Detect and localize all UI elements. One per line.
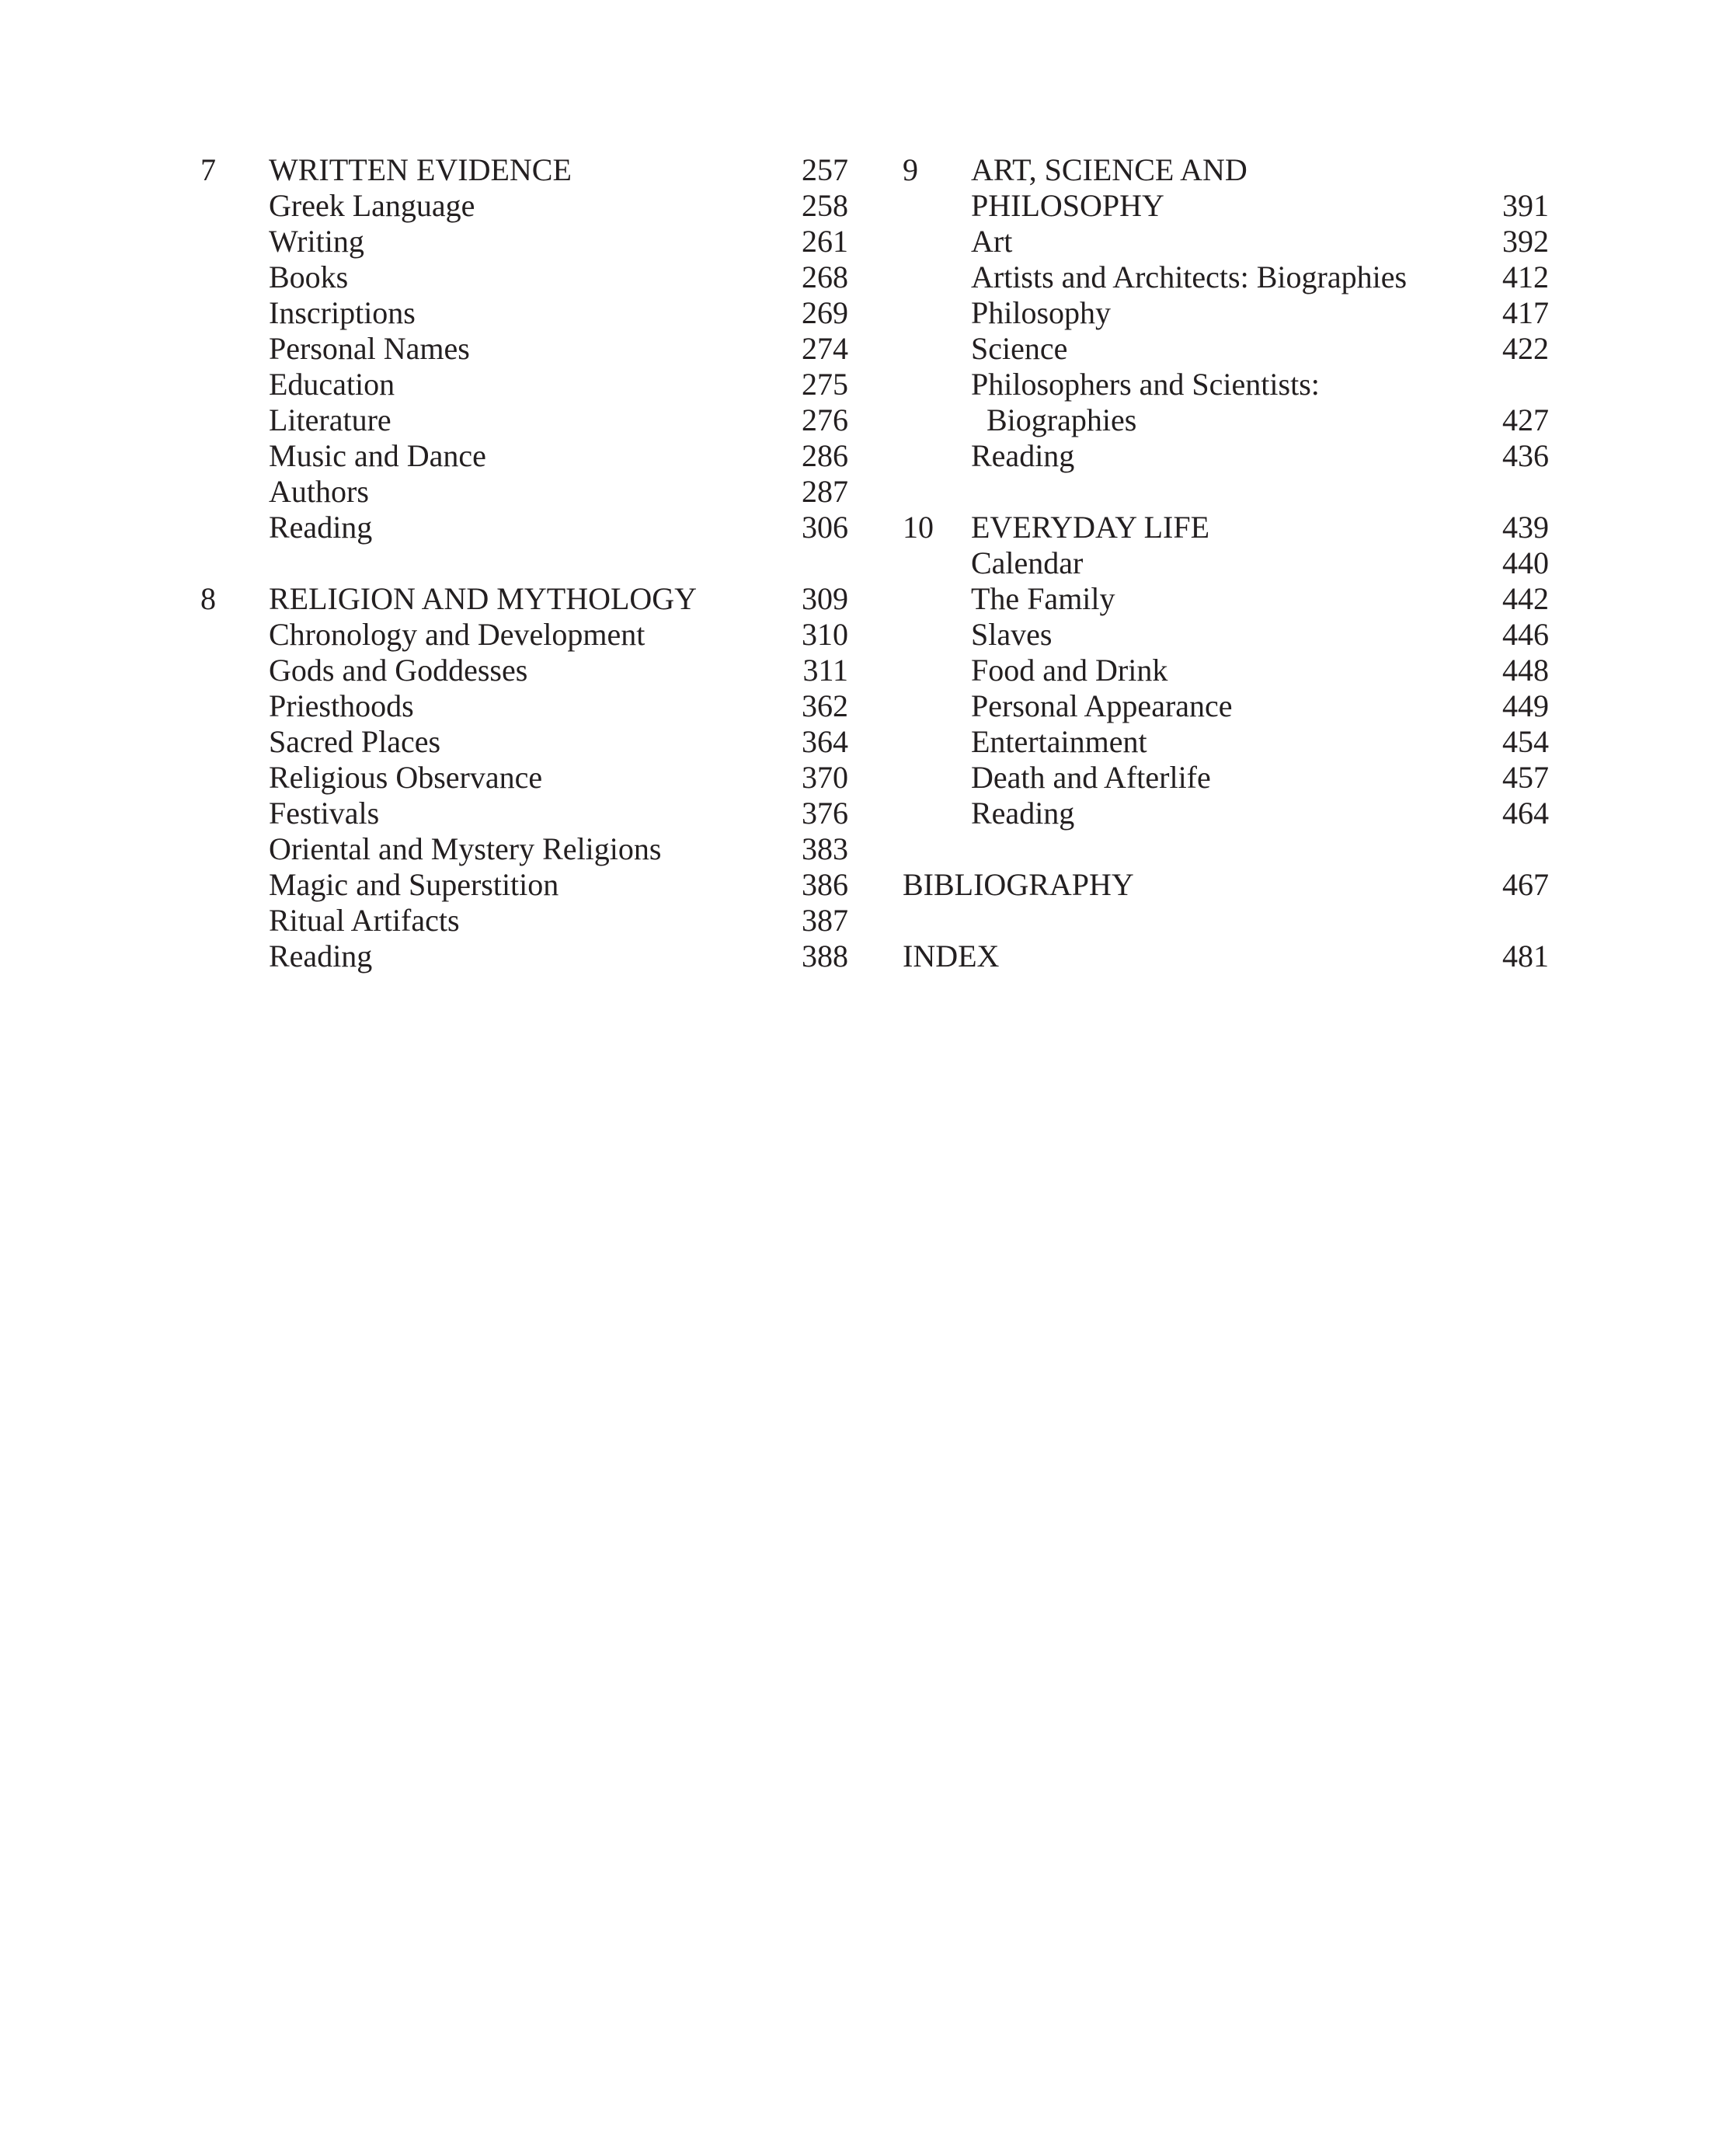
- entry-title: Philosophers and Scientists:: [971, 367, 1320, 402]
- page-number: 286: [802, 438, 848, 473]
- toc-right-column: [903, 152, 1549, 974]
- section-spacer: [903, 474, 1549, 510]
- toc-entry[interactable]: [903, 545, 1549, 581]
- chapter-title: ART, SCIENCE AND: [971, 152, 1247, 187]
- toc-entry[interactable]: [200, 188, 848, 224]
- entry-title: Greek Language: [269, 188, 475, 223]
- entry-title: Reading: [971, 438, 1075, 473]
- page-number: 440: [1502, 545, 1549, 580]
- page-number: 310: [802, 617, 848, 652]
- entry-title: Magic and Superstition: [269, 867, 559, 902]
- toc-entry[interactable]: [903, 224, 1549, 259]
- entry-title: Priesthoods: [269, 688, 414, 723]
- page-number: 364: [802, 724, 848, 759]
- entry-title: Biographies: [987, 402, 1137, 437]
- toc-entry[interactable]: [200, 724, 848, 760]
- page-number: 306: [802, 510, 848, 545]
- toc-entry[interactable]: [200, 688, 848, 724]
- entry-title: Music and Dance: [269, 438, 486, 473]
- toc-entry[interactable]: [200, 796, 848, 831]
- entry-title: Education: [269, 367, 395, 402]
- section-spacer: [903, 903, 1549, 939]
- section-spacer: [200, 545, 848, 581]
- toc-entry[interactable]: [903, 688, 1549, 724]
- entry-title: Books: [269, 259, 349, 294]
- page-number: 309: [802, 581, 848, 616]
- entry-title: Ritual Artifacts: [269, 903, 460, 938]
- toc-chapter-heading-continued[interactable]: [903, 188, 1549, 224]
- toc-entry[interactable]: [200, 224, 848, 259]
- page-number: 391: [1502, 188, 1549, 223]
- section-spacer: [903, 831, 1549, 867]
- chapter-number: 10: [903, 510, 934, 545]
- page-number: 449: [1502, 688, 1549, 723]
- toc-entry[interactable]: [200, 367, 848, 402]
- entry-title: Philosophy: [971, 295, 1112, 330]
- page-number: 436: [1502, 438, 1549, 473]
- page-number: 287: [802, 474, 848, 509]
- page-number: 370: [802, 760, 848, 795]
- toc-entry[interactable]: [200, 760, 848, 796]
- toc-entry-continued[interactable]: [903, 402, 1549, 438]
- toc-entry[interactable]: [200, 867, 848, 903]
- page-number: 388: [802, 939, 848, 974]
- entry-title: Death and Afterlife: [971, 760, 1211, 795]
- page-number: 261: [802, 224, 848, 259]
- toc-entry[interactable]: [200, 331, 848, 367]
- entry-title: Reading: [269, 939, 373, 974]
- page-number: 275: [802, 367, 848, 402]
- toc-entry[interactable]: [200, 653, 848, 688]
- page-number: 392: [1502, 224, 1549, 259]
- toc-entry[interactable]: [200, 259, 848, 295]
- entry-title: Personal Appearance: [971, 688, 1233, 723]
- toc-entry[interactable]: [903, 581, 1549, 617]
- toc-entry[interactable]: [200, 831, 848, 867]
- toc-entry[interactable]: [903, 617, 1549, 653]
- page-number: 269: [802, 295, 848, 330]
- toc-chapter-heading[interactable]: [903, 152, 1549, 188]
- page-number: 454: [1502, 724, 1549, 759]
- toc-entry[interactable]: [903, 724, 1549, 760]
- toc-entry[interactable]: [903, 438, 1549, 474]
- chapter-title: WRITTEN EVIDENCE: [269, 152, 572, 187]
- page-number: 362: [802, 688, 848, 723]
- entry-title: Authors: [269, 474, 369, 509]
- page-number: 481: [1502, 939, 1549, 974]
- chapter-number: 8: [200, 581, 216, 616]
- entry-title: Slaves: [971, 617, 1053, 652]
- entry-title: Festivals: [269, 796, 380, 831]
- toc-entry[interactable]: [200, 438, 848, 474]
- chapter-number: 7: [200, 152, 216, 187]
- page-number: 446: [1502, 617, 1549, 652]
- entry-title: Literature: [269, 402, 391, 437]
- toc-entry[interactable]: [903, 367, 1549, 402]
- toc-index[interactable]: [903, 939, 1549, 974]
- toc-chapter-heading[interactable]: [903, 510, 1549, 545]
- entry-title: Reading: [269, 510, 373, 545]
- page-number: 276: [802, 402, 848, 437]
- entry-title: Food and Drink: [971, 653, 1168, 688]
- page-number: 376: [802, 796, 848, 831]
- page-number: 422: [1502, 331, 1549, 366]
- toc-entry[interactable]: [903, 331, 1549, 367]
- page-number: 412: [1502, 259, 1549, 294]
- toc-entry[interactable]: [200, 510, 848, 545]
- chapter-number: 9: [903, 152, 918, 187]
- page-number: 439: [1502, 510, 1549, 545]
- page-number: 268: [802, 259, 848, 294]
- entry-title: Oriental and Mystery Religions: [269, 831, 662, 866]
- entry-title: Chronology and Development: [269, 617, 645, 652]
- page-number: 383: [802, 831, 848, 866]
- entry-title: Writing: [269, 224, 364, 259]
- entry-title: Personal Names: [269, 331, 470, 366]
- page-number: 274: [802, 331, 848, 366]
- page-number: 467: [1502, 867, 1549, 902]
- entry-title: Inscriptions: [269, 295, 416, 330]
- page-number: 386: [802, 867, 848, 902]
- toc-bibliography[interactable]: [903, 867, 1549, 903]
- toc-entry[interactable]: [903, 796, 1549, 831]
- entry-title: Religious Observance: [269, 760, 543, 795]
- toc-entry[interactable]: [903, 295, 1549, 331]
- chapter-title: RELIGION AND MYTHOLOGY: [269, 581, 698, 616]
- toc-chapter-heading[interactable]: [200, 152, 848, 188]
- page-number: 258: [802, 188, 848, 223]
- toc-entry[interactable]: [903, 760, 1549, 796]
- toc-chapter-heading[interactable]: [200, 581, 848, 617]
- toc-entry[interactable]: [200, 474, 848, 510]
- page-number: 464: [1502, 796, 1549, 831]
- entry-title: Reading: [971, 796, 1075, 831]
- page-number: 417: [1502, 295, 1549, 330]
- page-number: 311: [802, 653, 848, 688]
- toc-entry[interactable]: [903, 259, 1549, 295]
- toc-left-column: [200, 152, 848, 974]
- entry-title: Art: [971, 224, 1013, 259]
- chapter-title: PHILOSOPHY: [971, 188, 1164, 223]
- toc-entry[interactable]: [200, 402, 848, 438]
- entry-title: Calendar: [971, 545, 1084, 580]
- entry-title: INDEX: [903, 939, 1000, 974]
- page-number: 448: [1502, 653, 1549, 688]
- entry-title: Entertainment: [971, 724, 1147, 759]
- toc-entry[interactable]: [200, 903, 848, 939]
- entry-title: BIBLIOGRAPHY: [903, 867, 1134, 902]
- chapter-title: EVERYDAY LIFE: [971, 510, 1210, 545]
- page-number: 457: [1502, 760, 1549, 795]
- page-number: 257: [802, 152, 848, 187]
- entry-title: Science: [971, 331, 1068, 366]
- toc-entry[interactable]: [200, 295, 848, 331]
- toc-entry[interactable]: [200, 939, 848, 974]
- entry-title: Sacred Places: [269, 724, 441, 759]
- entry-title: The Family: [971, 581, 1115, 616]
- toc-entry[interactable]: [903, 653, 1549, 688]
- toc-entry[interactable]: [200, 617, 848, 653]
- entry-title: Artists and Architects: Biographies: [971, 259, 1408, 294]
- page-number: 387: [802, 903, 848, 938]
- entry-title: Gods and Goddesses: [269, 653, 528, 688]
- page-number: 427: [1502, 402, 1549, 437]
- page-number: 442: [1502, 581, 1549, 616]
